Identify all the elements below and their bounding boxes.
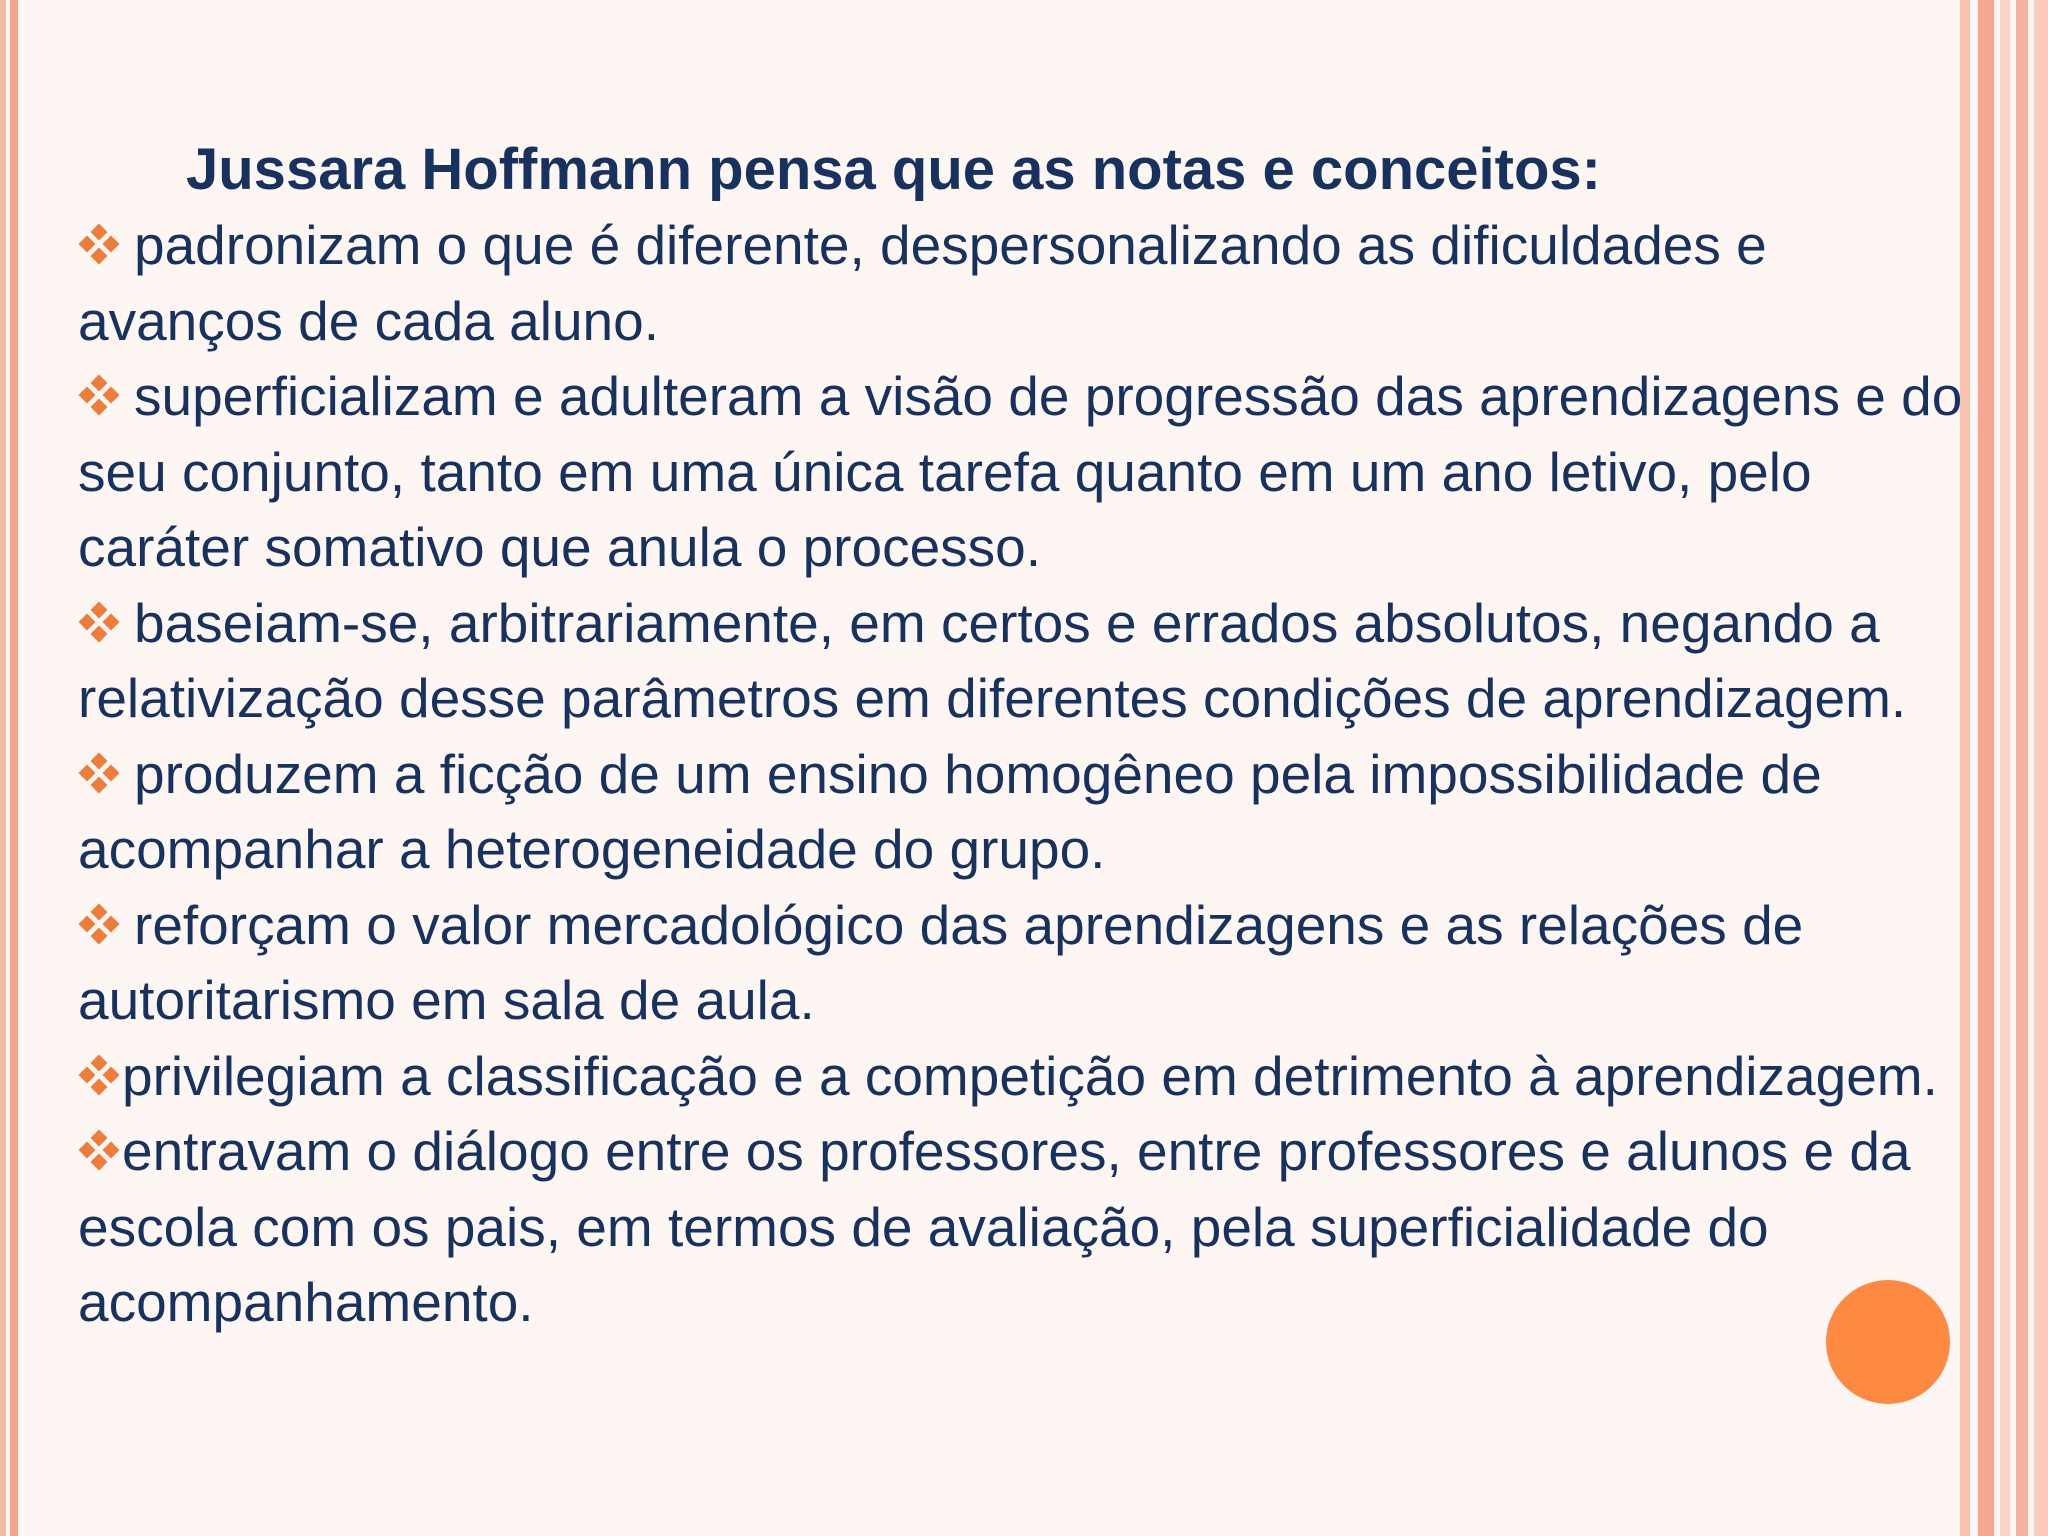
four-diamond-bullet-icon (78, 904, 120, 946)
bullet-text: reforçam o valor mercadológico das aprendizagens e as relações de autoritarismo em sala de aula. (78, 893, 1804, 1031)
bullet-item (78, 586, 1978, 737)
slide-title: Jussara Hoffmann pensa que as notas e conceitos: (186, 137, 1601, 202)
bullet-item (78, 737, 1978, 888)
four-diamond-bullet-icon (78, 224, 120, 266)
right-border-stripe (1978, 0, 1994, 1536)
right-border-stripe (2016, 0, 2028, 1536)
bullet-item (78, 1114, 1978, 1341)
four-diamond-bullet-icon (78, 375, 120, 417)
bullet-item (78, 359, 1978, 586)
bullet-text: entravam o diálogo entre os professores, entre professores e alunos e da escola com os pais, em termos de avaliação, pela superficialidade do acompanhamento. (78, 1120, 1911, 1333)
four-diamond-bullet-icon (78, 602, 120, 644)
right-border-stripe (2034, 0, 2048, 1536)
bullet-item (78, 208, 1978, 359)
bullet-text: padronizam o que é diferente, despersonalizando as dificuldades e avanços de cada aluno. (78, 214, 1767, 352)
left-border-stripe (0, 0, 6, 1536)
left-border-stripe (10, 0, 18, 1536)
right-border-stripe (2000, 0, 2010, 1536)
bullet-item (78, 888, 1978, 1039)
bullet-text: produzem a ficção de um ensino homogêneo pela impossibilidade de acompanhar a heterogeneidade do grupo. (78, 742, 1822, 880)
bullet-list (78, 208, 1978, 1341)
bullet-text: superficializam e adulteram a visão de progressão das aprendizagens e do seu conjunto, tanto em uma única tarefa quanto em um ano letivo, pelo caráter somativo que anula o processo. (78, 365, 1963, 578)
four-diamond-bullet-icon (78, 753, 120, 795)
bullet-text: baseiam-se, arbitrariamente, em certos e errados absolutos, negando a relativização desse parâmetros em diferentes condições de aprendizagem. (78, 591, 1907, 729)
bullet-item (78, 1039, 1978, 1115)
four-diamond-bullet-icon (78, 1130, 122, 1172)
slide-content (78, 132, 1978, 1341)
four-diamond-bullet-icon (78, 1055, 122, 1097)
bullet-text: privilegiam a classificação e a competição em detrimento à aprendizagem. (122, 1044, 1938, 1107)
